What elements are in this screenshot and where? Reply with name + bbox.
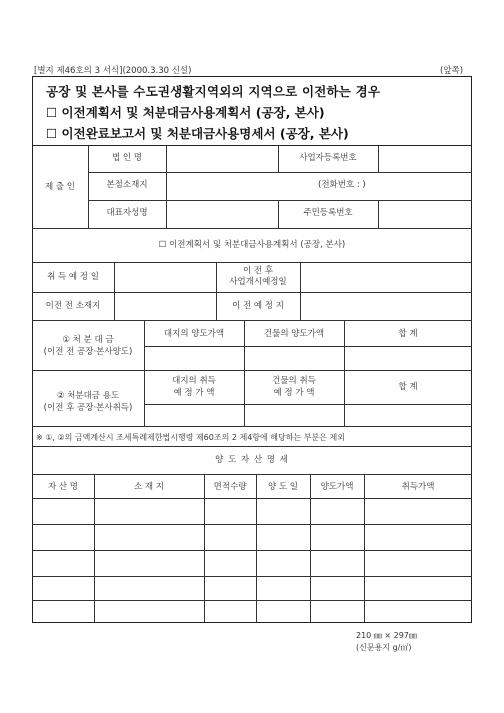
grid-line [32,474,472,475]
use-label-1: ② 처분대금 용도 [56,391,120,401]
grid-line [364,474,365,622]
total2-label: 합 계 [398,382,418,392]
grid-line [32,550,472,551]
col-header-transfer-price: 양도가액 [320,482,354,492]
paper-size: 210 ㎜ × 297㎜ [356,631,417,640]
grid-line [32,524,472,525]
grid-line [32,600,472,601]
plan-section-title: ☐ 이전계획서 및 처분대금사용계획서 (공장, 본사) [158,240,346,250]
grid-line [32,292,472,293]
land-acq-label-2: 예 정 가 액 [173,388,215,398]
page-side-label: (앞쪽) [440,66,464,76]
grid-line [32,320,472,321]
bldg-acq-label-2: 예 정 가 액 [273,388,315,398]
grid-line [94,474,95,622]
disposal-label-2: (이전 전 공장·본사양도) [43,347,133,357]
submitter-label: 제 출 인 [44,182,76,192]
paper-type: (신문용지 g/㎡) [356,643,412,652]
grid-line [32,228,472,229]
form-title-line2: ☐ 이전계획서 및 처분대금사용계획서 (공장, 본사) [46,105,325,120]
grid-line [114,262,115,320]
form-title-line3: ☐ 이전완료보고서 및 처분대금사용명세서 (공장, 본사) [46,126,349,141]
grid-line [32,370,472,371]
land-transfer-label: 대지의 양도가액 [163,329,225,339]
grid-line [310,474,311,622]
grid-line [88,172,472,173]
grid-line [88,200,472,201]
col-header-location: 소 재 지 [133,482,165,492]
col-header-transfer-date: 양 도 일 [267,482,299,492]
grid-line [32,576,472,577]
note-text: ※ ①, ②의 금액계산시 조세특례제한법시행령 제60조의 2 제4항에 해당하는 부분은 제외 [36,433,345,442]
representative-label: 대표자성명 [106,208,148,218]
land-acq-label-1: 대지의 취득 [172,376,216,386]
grid-line [166,146,167,228]
grid-line [256,474,257,622]
disposal-label-1: ① 처 분 대 금 [62,335,114,345]
grid-line [144,404,472,405]
biz-reg-no-label: 사업자등록번호 [299,153,357,163]
after-move-label-1: 이 전 후 [242,266,274,276]
grid-line [378,200,379,228]
grid-line [204,474,205,622]
hq-location-label: 본점소재지 [106,180,148,190]
corp-name-label: 법 인 명 [111,153,143,163]
grid-line [32,446,472,447]
grid-line [32,262,472,263]
asset-table-title: 양 도 자 산 명 세 [215,455,289,465]
acq-date-label: 취 득 예 정 일 [47,272,99,282]
col-header-acq-price: 취득가액 [401,482,435,492]
after-move-label-2: 사업개시예정일 [229,277,287,287]
grid-line [300,262,301,320]
use-label-2: (이전 후 공장·본사취득) [43,403,133,413]
bldg-transfer-label: 건물의 양도가액 [263,329,325,339]
resident-no-label: 주민등록번호 [303,208,353,218]
move-date-label: 이 전 예 정 지 [232,301,284,311]
prev-location-label: 이전 전 소재지 [45,301,101,311]
grid-line [32,426,472,427]
grid-line [32,498,472,499]
form-reference: [별지 제46호의 3 서식](2000.3.30 신설) [34,66,192,76]
grid-line [144,346,472,347]
total-label: 합 계 [398,329,418,339]
bldg-acq-label-1: 건물의 취득 [272,376,316,386]
grid-line [378,146,379,172]
phone-label: (전화번호 : ) [318,180,366,190]
col-header-asset-name: 자 산 명 [47,482,79,492]
col-header-area: 면적수량 [213,482,247,492]
form-title-line1: 공장 및 본사를 수도권생활지역외의 지역으로 이전하는 경우 [46,84,381,99]
